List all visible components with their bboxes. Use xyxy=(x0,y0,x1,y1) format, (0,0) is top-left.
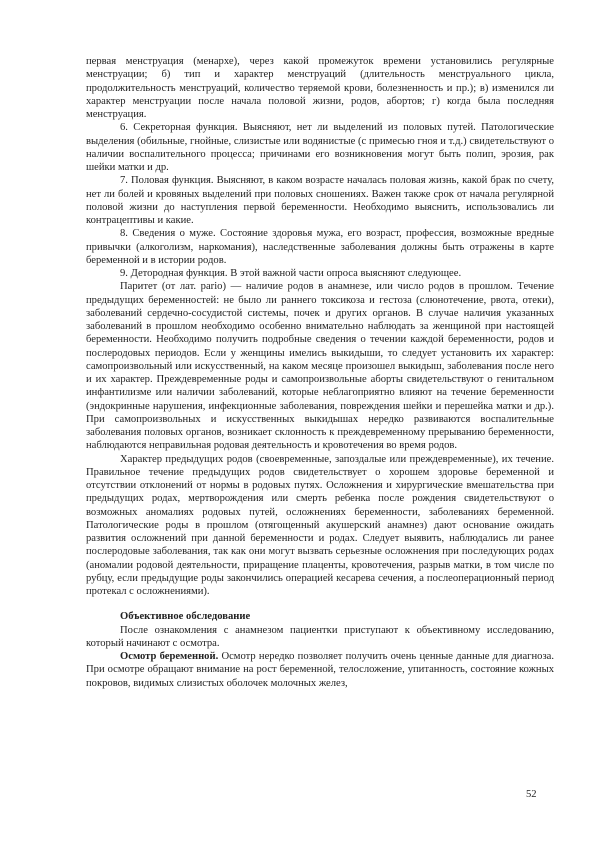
paragraph-examination-intro: После ознакомления с анамнезом пациентки приступают к объективному исследованию, который начинают с осмотра. xyxy=(86,624,554,649)
paragraph-sexual: 7. Половая функция. Выясняют, в каком возрасте началась половая жизнь, какой брак по счету, нет ли болей и кровяных выделений при половых сношениях. Важен также срок от начала регулярной половой жизни до наступления первой беременности. Необходимо выяснить, использовались ли контрацептивы и какие. xyxy=(86,175,554,226)
paragraph-parity: Паритет (от лат. pario) — наличие родов в анамнезе, или число родов в прошлом. Течение предыдущих беременностей: не было ли раннего токсикоза и гестоза (слюнотечение, рвота, отеки), заболеваний сердечно-сосудистой системы, почек и других органов. В случае наличия указанных заболеваний в прошлом необходимо особенно внимательно наблюдать за женщиной при настоящей беременности. Необходимо получить подробные сведения о течении каждой беременности, родов и послеродовых периодов. Если у женщины имелись выкидыши, то следует установить их характер: самопроизвольный или искусственный, на каком месяце произошел выкидыш, заболевания после него и их характер. Преждевременные роды и самопроизвольные аборты свидетельствуют о генитальном инфантилизме или наличии заболеваний, которые неблагоприятно влияют на течение беременности (эндокринные нарушения, инфекционные заболевания, повреждения шейки и перешейка матки и др.). При самопроизвольных и искусственных выкидышах нередко развиваются воспалительные заболевания половых органов, возникает склонность к преждевременному прерыванию беременности, наблюдаются неправильная родовая деятельность и кровотечения во время родов. xyxy=(86,281,554,452)
examination-lead: Осмотр беременной. xyxy=(120,651,219,662)
page-content xyxy=(86,55,554,690)
page-number: 52 xyxy=(526,789,537,800)
paragraph-previous-births: Характер предыдущих родов (своевременные, запоздалые или преждевременные), их течение. Правильное течение предыдущих родов свидетельствует о хорошем здоровье беременной и отсутствии отклонений от нормы в родовых путях. Осложнения и хирургические вмешательства при предыдущих родах, мертворождения или смерть ребенка после рождения свидетельствуют о возможных аномалиях родовых путей, осложнениях беременности, заболеваниях беременной. Патологические роды в прошлом (отягощенный акушерский анамнез) дают основание ожидать развития осложнений при данной беременности и родах. Следует выявить, наблюдались ли ранее послеродовые заболевания, так как они могут вызвать серьезные осложнения при последующих родах (аномалии родовой деятельности, приращение плаценты, кровотечения, разрыв матки, в том числе по рубцу, если предыдущие роды закончились операцией кесарева сечения, а послеоперационный период протекал с осложнениями). xyxy=(86,453,554,597)
section-gap xyxy=(86,598,554,610)
examination-text: Осмотр нередко позволяет получить очень ценные данные для диагноза. При осмотре обращают внимание на рост беременной, телосложение, упитанность, состояние кожных покровов, видимых слизистых оболочек молочных желез, xyxy=(86,651,555,689)
paragraph-reproductive: 9. Детородная функция. В этой важной части опроса выясняют следующее. xyxy=(120,268,462,279)
paragraph-husband: 8. Сведения о муже. Состояние здоровья мужа, его возраст, профессия, возможные вредные привычки (алкоголизм, наркомания), наследственные заболевания должны быть отражены в карте беременной и в истории родов. xyxy=(86,228,554,266)
paragraph-menstrual: первая менструация (менархе), через какой промежуток времени установились регулярные менструации; б) тип и характер менструаций (длительность менструального цикла, продолжительность менструаций, количество теряемой крови, болезненность и пр.); в) изменился ли характер менструации после начала половой жизни, родов, абортов; г) когда была последняя менструация. xyxy=(86,56,554,120)
section-heading: Объективное обследование xyxy=(120,611,251,623)
paragraph-examination xyxy=(86,650,554,690)
paragraph-secretory: 6. Секреторная функция. Выясняют, нет ли выделений из половых путей. Патологические выделения (обильные, гнойные, слизистые или водянистые (с примесью гноя и т.д.) свидетельствуют о наличии воспалительного процесса; причинами его возникновения могут быть полип, эрозия, рак шейки матки и др. xyxy=(86,122,554,173)
